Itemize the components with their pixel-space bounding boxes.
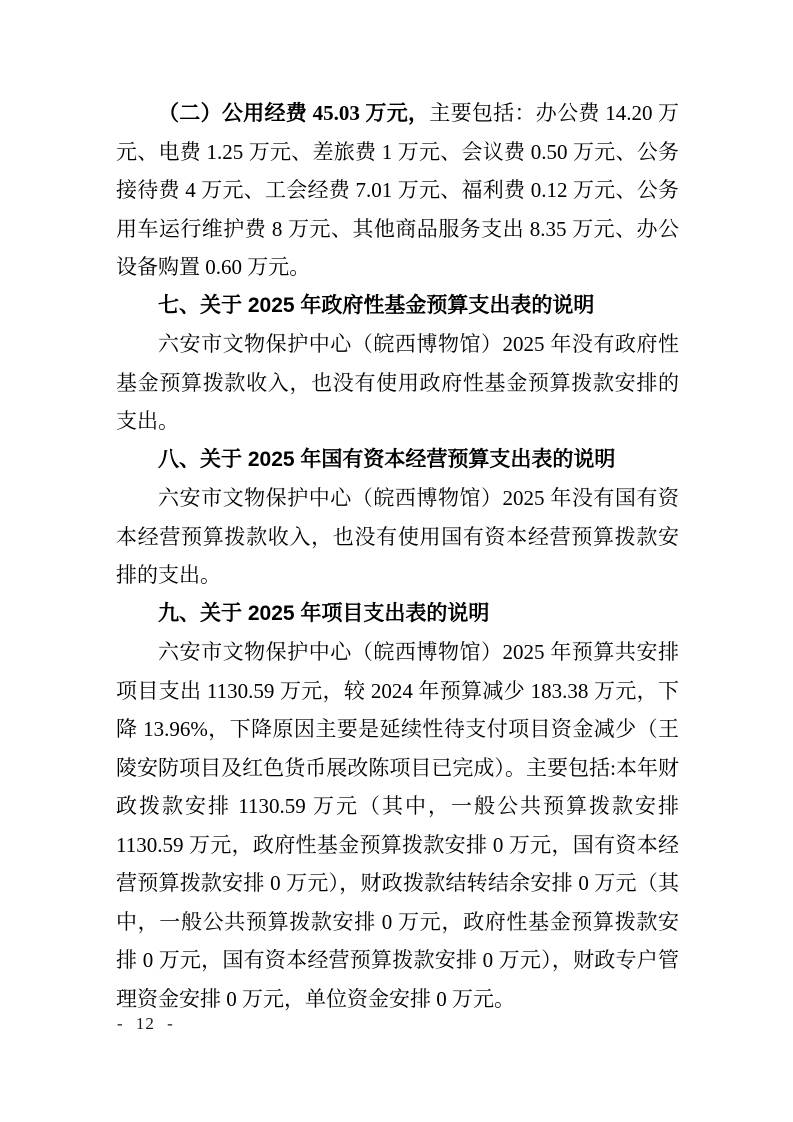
page-number: - 12 - — [117, 1014, 174, 1033]
heading-section-9-project-expenditure: 九、关于 2025 年项目支出表的说明 — [158, 601, 490, 625]
heading-section-8-state-capital-budget: 八、关于 2025 年国有资本经营预算支出表的说明 — [158, 447, 616, 471]
paragraph-section-7-body: 六安市文物保护中心（皖西博物馆）2025 年没有政府性基金预算拨款收入，也没有使用政府性基金预算拨款安排的支出。 — [116, 332, 679, 433]
paragraph-public-expense-rest: 主要包括：办公费 14.20 万元、电费 1.25 万元、差旅费 1 万元、会议费 0.50 万元、公务接待费 4 万元、工会经费 7.01 万元、福利费 0.12 万元、公务用车运行维护费 8 万元、其他商品服务支出 8.35 万元、办公设备购置 0.60 万元。 — [116, 101, 680, 279]
document-body — [116, 94, 679, 1018]
paragraph-section-8-body: 六安市文物保护中心（皖西博物馆）2025 年没有国有资本经营预算拨款收入，也没有使用国有资本经营预算拨款安排的支出。 — [116, 486, 679, 587]
heading-section-7-government-fund-budget: 七、关于 2025 年政府性基金预算支出表的说明 — [158, 293, 595, 317]
paragraph-public-expense-lead: （二）公用经费 45.03 万元， — [158, 101, 430, 125]
paragraph-section-9-body: 六安市文物保护中心（皖西博物馆）2025 年预算共安排项目支出 1130.59 万元，较 2024 年预算减少 183.38 万元，下降 13.96%，下降原因主要是延续性待支付项目资金减少（王陵安防项目及红色货币展改陈项目已完成）。主要包括:本年财政拨款安排 1130.59 万元（其中，一般公共预算拨款安排 1130.59 万元，政府性基金预算拨款安排 0 万元，国有资本经营预算拨款安排 0 万元），财政拨款结转结余安排 0 万元（其中，一般公共预算拨款安排 0 万元，政府性基金预算拨款安排 0 万元，国有资本经营预算拨款安排 0 万元），财政专户管理资金安排 0 万元，单位资金安排 0 万元。 — [116, 640, 679, 1011]
paragraph-public-expense — [116, 94, 679, 287]
